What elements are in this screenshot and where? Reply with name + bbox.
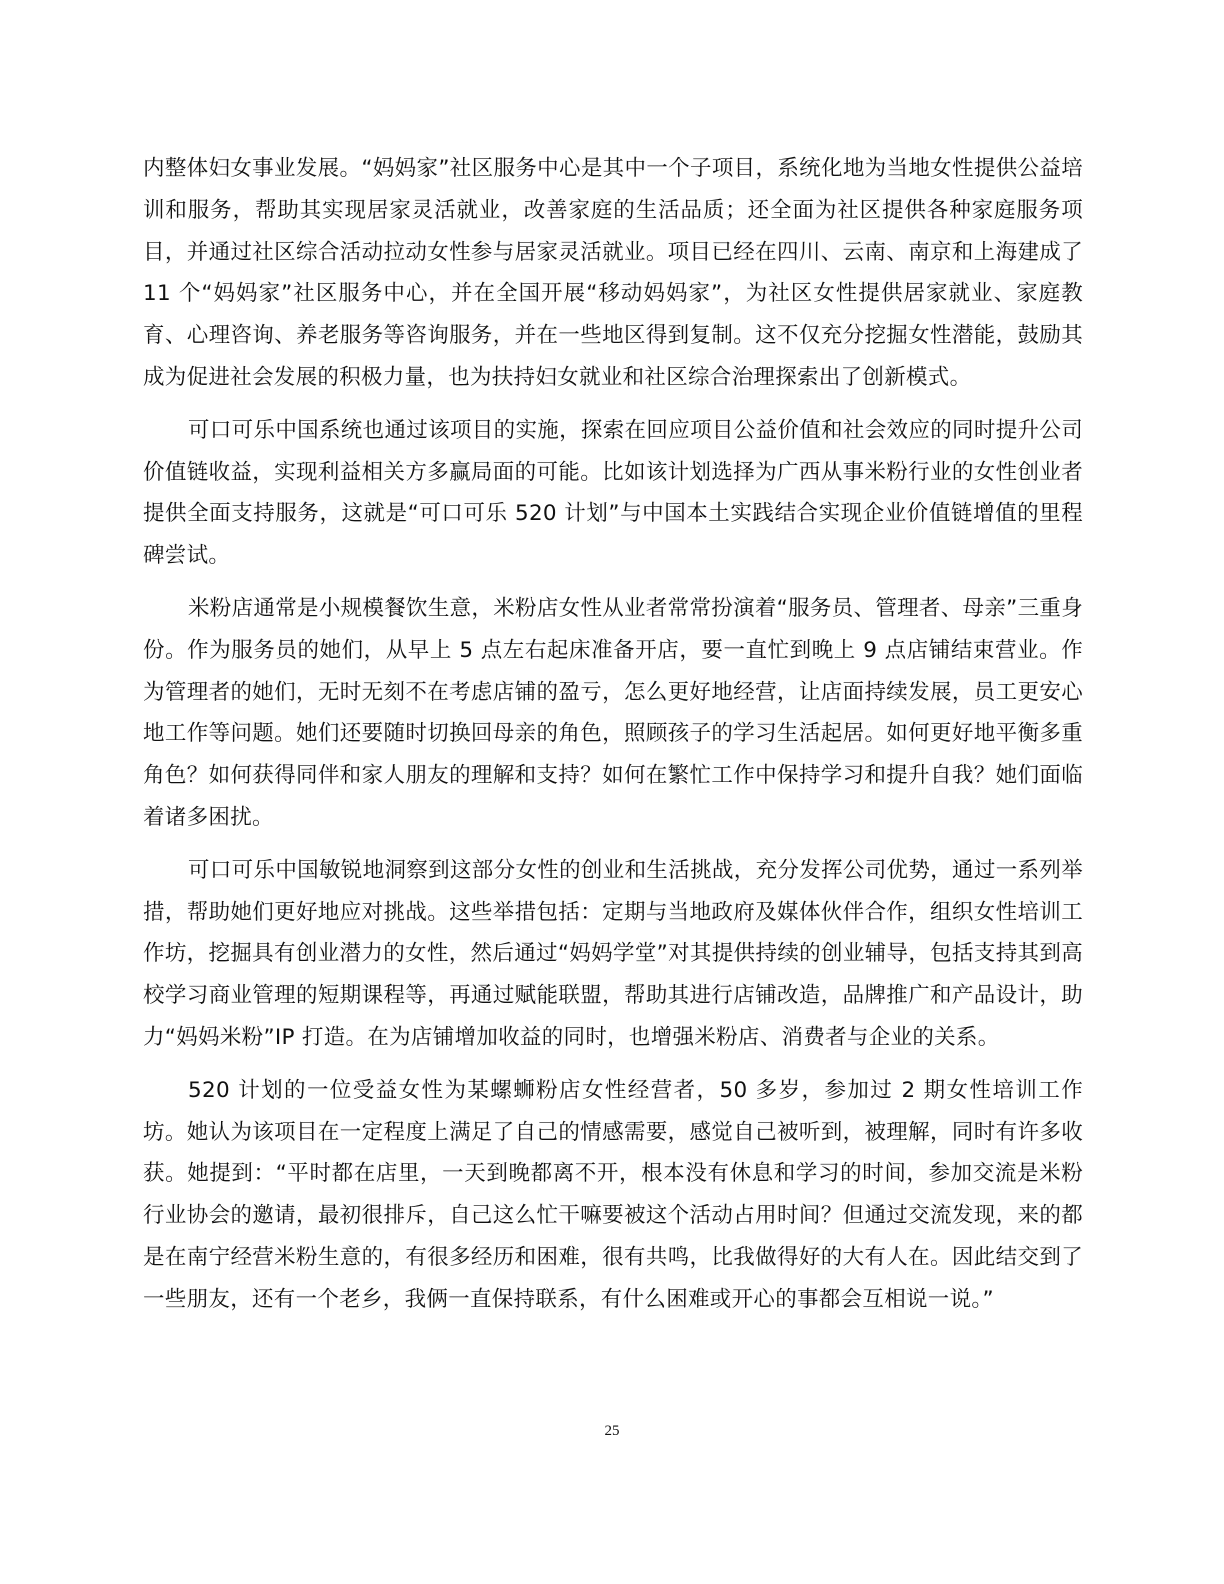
paragraph-2: 可口可乐中国系统也通过该项目的实施，探索在回应项目公益价值和社会效应的同时提升公司价值链收益，实现利益相关方多赢局面的可能。比如该计划选择为广西从事米粉行业的女性创业者提供全面支持服务，这就是“可口可乐 520 计划”与中国本土实践结合实现企业价值链增值的里程碑尝试。: [143, 417, 1083, 569]
paragraph-1: 内整体妇女事业发展。“妈妈家”社区服务中心是其中一个子项目，系统化地为当地女性提供公益培训和服务，帮助其实现居家灵活就业，改善家庭的生活品质；还全面为社区提供各种家庭服务项目，并通过社区综合活动拉动女性参与居家灵活就业。项目已经在四川、云南、南京和上海建成了 11 个“妈妈家”社区服务中心，并在全国开展“移动妈妈家”，为社区女性提供居家就业、家庭教育、心理咨询、养老服务等咨询服务，并在一些地区得到复制。这不仅充分挖掘女性潜能，鼓励其成为促进社会发展的积极力量，也为扶持妇女就业和社区综合治理探索出了创新模式。: [143, 156, 1083, 390]
paragraph-5: 520 计划的一位受益女性为某螺蛳粉店女性经营者，50 多岁，参加过 2 期女性培训工作坊。她认为该项目在一定程度上满足了自己的情感需要，感觉自己被听到，被理解，同时有许多收获。她提到：“平时都在店里，一天到晚都离不开，根本没有休息和学习的时间，参加交流是米粉行业协会的邀请，最初很排斥，自己这么忙干嘛要被这个活动占用时间？但通过交流发现，来的都是在南宁经营米粉生意的，有很多经历和困难，很有共鸣，比我做得好的大有人在。因此结交到了一些朋友，还有一个老乡，我俩一直保持联系，有什么困难或开心的事都会互相说一说。”: [143, 1077, 1083, 1312]
body-text: [143, 148, 1083, 1332]
paragraph-3: 米粉店通常是小规模餐饮生意，米粉店女性从业者常常扮演着“服务员、管理者、母亲”三重身份。作为服务员的她们，从早上 5 点左右起床准备开店，要一直忙到晚上 9 点店铺结束营业。作为管理者的她们，无时无刻不在考虑店铺的盈亏，怎么更好地经营，让店面持续发展，员工更安心地工作等问题。她们还要随时切换回母亲的角色，照顾孩子的学习生活起居。如何更好地平衡多重角色？如何获得同伴和家人朋友的理解和支持？如何在繁忙工作中保持学习和提升自我？她们面临着诸多困扰。: [143, 595, 1083, 830]
paragraph-4: 可口可乐中国敏锐地洞察到这部分女性的创业和生活挑战，充分发挥公司优势，通过一系列举措，帮助她们更好地应对挑战。这些举措包括：定期与当地政府及媒体伙伴合作，组织女性培训工作坊，挖掘具有创业潜力的女性，然后通过“妈妈学堂”对其提供持续的创业辅导，包括支持其到高校学习商业管理的短期课程等，再通过赋能联盟，帮助其进行店铺改造，品牌推广和产品设计，助力“妈妈米粉”IP 打造。在为店铺增加收益的同时，也增强米粉店、消费者与企业的关系。: [143, 857, 1083, 1050]
page-number: 25: [604, 1423, 620, 1439]
